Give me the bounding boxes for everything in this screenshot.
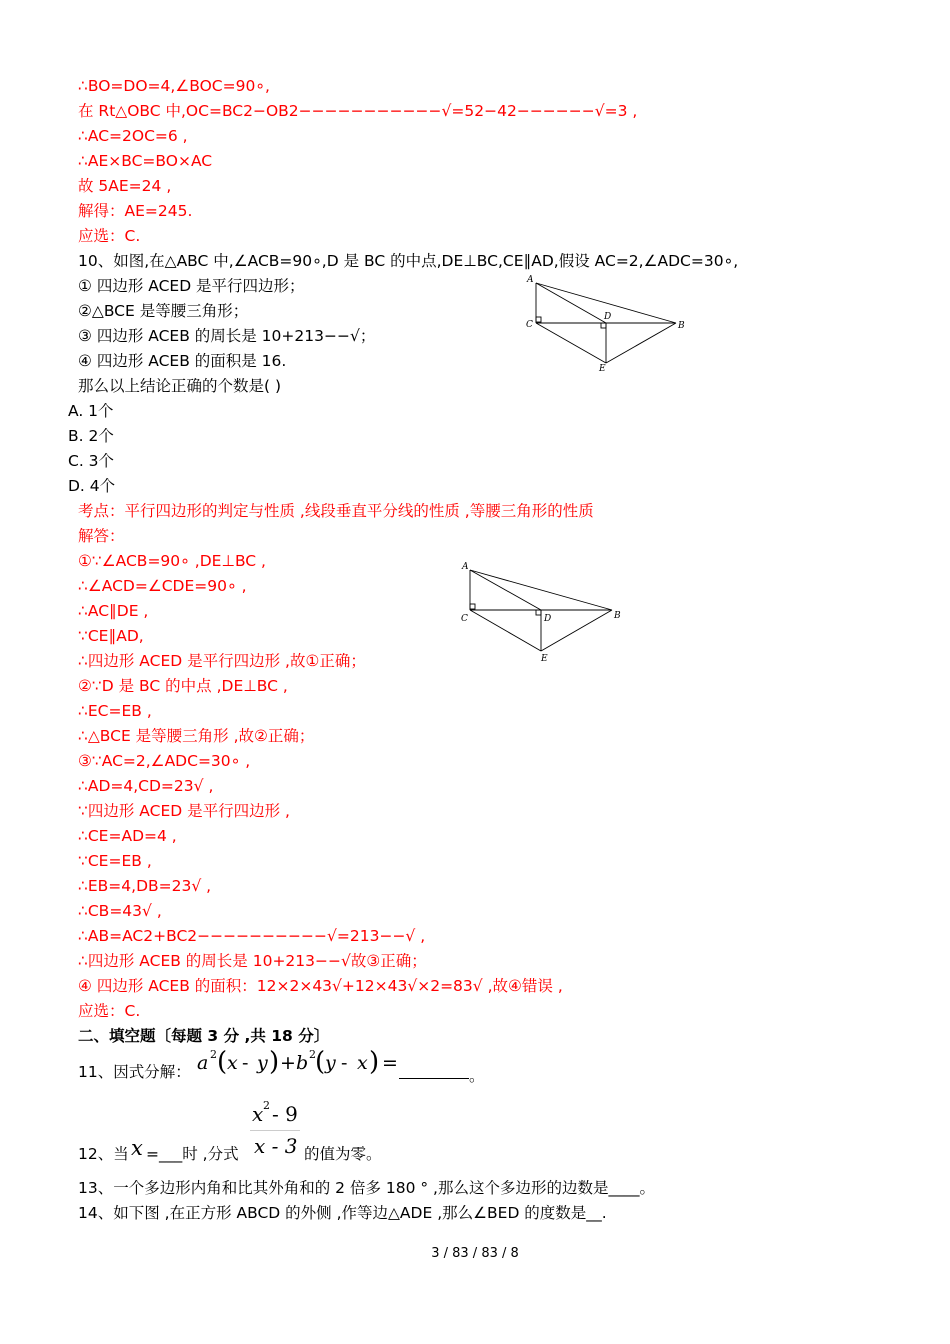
fig2-label-a: A <box>462 562 469 572</box>
q12-numerator-rest: - 9 <box>272 1102 298 1126</box>
fig2-label-e: E <box>541 654 548 664</box>
q11-minus-2: - <box>341 1052 348 1074</box>
q11-suffix: 。 <box>469 1067 485 1085</box>
q10-question: 那么以上结论正确的个数是( ) <box>78 377 282 395</box>
fig2-segment-eb <box>541 610 612 651</box>
q13-text: 13、一个多边形内角和比其外角和的 2 倍多 180 ° ,那么这个多边形的边数是____。 <box>78 1179 655 1197</box>
q12-numerator-exp: 2 <box>263 1099 270 1112</box>
q11-exp-1: 2 <box>210 1048 217 1061</box>
q10-option-d: D. 4个 <box>68 477 116 495</box>
sol9-line-6: 解得：AE=245. <box>78 202 193 220</box>
q11-paren-close-1: ) <box>269 1047 280 1077</box>
q11-var-b: b <box>296 1052 309 1074</box>
q12-middle: =___时 ,分式 <box>146 1145 239 1163</box>
q11-var-a: a <box>197 1052 209 1074</box>
q12-suffix: 的值为零。 <box>304 1145 382 1163</box>
sol10-line-10: ∴AD=4,CD=23√ , <box>78 777 214 795</box>
q10-option-c: C. 3个 <box>68 452 115 470</box>
sol10-answer: 应选：C. <box>78 1002 141 1020</box>
sol9-line-1: ∴BO=DO=4,∠BOC=90∘, <box>78 77 270 95</box>
fig2-segment-ad <box>470 570 541 610</box>
sol10-line-15: ∴CB=43√ , <box>78 902 162 920</box>
sol10-line-16: ∴AB=AC2+BC2−−−−−−−−−−√=213−−√ , <box>78 927 426 945</box>
fig2-label-d: D <box>544 614 552 624</box>
sol10-answer-heading: 解答： <box>78 527 125 545</box>
sol9-answer: 应选：C. <box>78 227 141 245</box>
fig1-label-a: A <box>527 275 534 285</box>
q11-var-x1: x <box>227 1052 238 1074</box>
sol10-line-12: ∴CE=AD=4 , <box>78 827 177 845</box>
sol10-line-17: ∴四边形 ACEB 的周长是 10+213−−√故③正确； <box>78 952 427 970</box>
page-number: 3 / 83 / 83 / 8 <box>431 1246 519 1261</box>
fig2-segment-ce <box>470 610 541 651</box>
q10-statement-3: ③ 四边形 ACEB 的周长是 10+213−−√； <box>78 327 376 345</box>
fig1-label-b: B <box>678 321 685 331</box>
fig2-label-b: B <box>614 611 621 621</box>
sol10-figure <box>455 560 630 666</box>
fig1-segment-eb <box>606 323 676 363</box>
q12-variable-x: x <box>131 1136 143 1160</box>
q11-var-y2: y <box>325 1052 336 1074</box>
q11-paren-close-2: ) <box>369 1047 380 1077</box>
sol10-line-7: ∴EC=EB , <box>78 702 152 720</box>
q11-var-y1: y <box>257 1052 268 1074</box>
sol10-knowledge-points: 考点：平行四边形的判定与性质 ,线段垂直平分线的性质 ,等腰三角形的性质 <box>78 502 594 520</box>
sol9-line-5: 故 5AE=24 , <box>78 177 172 195</box>
sol10-line-1: ①∵∠ACB=90∘ ,DE⊥BC , <box>78 552 266 570</box>
sol10-line-18: ④ 四边形 ACEB 的面积：12×2×43√+12×43√×2=83√ ,故④错误 , <box>78 977 563 995</box>
sol10-line-8: ∴△BCE 是等腰三角形 ,故②正确； <box>78 727 315 745</box>
sol10-line-9: ③∵AC=2,∠ADC=30∘ , <box>78 752 251 770</box>
q11-minus-1: - <box>242 1052 249 1074</box>
sol10-line-2: ∴∠ACD=∠CDE=90∘ , <box>78 577 247 595</box>
q10-option-a: A. 1个 <box>68 402 114 420</box>
fig1-right-angle-c <box>536 317 541 322</box>
sol10-line-14: ∴EB=4,DB=23√ , <box>78 877 212 895</box>
fig1-segment-ce <box>536 323 606 363</box>
q12-prefix: 12、当 <box>78 1145 129 1163</box>
sol9-line-4: ∴AE×BC=BO×AC <box>78 152 213 170</box>
fig2-right-angle-d <box>536 610 541 615</box>
q14-text: 14、如下图 ,在正方形 ABCD 的外侧 ,作等边△ADE ,那么∠BED 的度数是__. <box>78 1204 607 1222</box>
q10-statement-4: ④ 四边形 ACEB 的面积是 16. <box>78 352 287 370</box>
fig1-label-e: E <box>599 364 606 374</box>
fig1-segment-ad <box>536 283 606 323</box>
fig2-segment-ab <box>470 570 612 610</box>
q12-fraction-bar <box>250 1130 300 1131</box>
q11-plus: + <box>280 1052 296 1074</box>
q10-figure <box>520 272 690 376</box>
sol10-line-11: ∵四边形 ACED 是平行四边形 , <box>78 802 290 820</box>
q11-var-x2: x <box>357 1052 368 1074</box>
q10-statement-1: ① 四边形 ACED 是平行四边形； <box>78 277 305 295</box>
q10-option-b: B. 2个 <box>68 427 114 445</box>
fig2-label-c: C <box>461 614 468 624</box>
q10-stem: 10、如图,在△ABC 中,∠ACB=90∘,D 是 BC 的中点,DE⊥BC,CE∥AD,假设 AC=2,∠ADC=30∘, <box>78 252 739 270</box>
q11-paren-open-2: ( <box>315 1047 326 1077</box>
q11-equals: = <box>382 1052 398 1074</box>
section2-title: 二、填空题〔每题 3 分 ,共 18 分〕 <box>78 1027 330 1045</box>
sol10-line-4: ∵CE∥AD, <box>78 627 144 645</box>
sol9-line-3: ∴AC=2OC=6 , <box>78 127 188 145</box>
q11-answer-blank[interactable] <box>399 1062 469 1079</box>
sol10-line-13: ∵CE=EB , <box>78 852 152 870</box>
q11-exp-2: 2 <box>309 1048 316 1061</box>
sol10-line-3: ∴AC∥DE , <box>78 602 149 620</box>
fig1-label-c: C <box>526 320 533 330</box>
q10-statement-2: ②△BCE 是等腰三角形； <box>78 302 249 320</box>
sol10-line-5: ∴四边形 ACED 是平行四边形 ,故①正确； <box>78 652 366 670</box>
q12-numerator-x: x <box>252 1102 264 1126</box>
q11-prefix: 11、因式分解： <box>78 1063 191 1081</box>
q11-paren-open-1: ( <box>217 1047 228 1077</box>
sol10-line-6: ②∵D 是 BC 的中点 ,DE⊥BC , <box>78 677 288 695</box>
q12-denominator: x - 3 <box>254 1134 298 1158</box>
fig1-label-d: D <box>604 312 612 322</box>
sol9-line-2: 在 Rt△OBC 中,OC=BC2−OB2−−−−−−−−−−−√=52−42−−−−−−√=3 , <box>78 102 638 120</box>
q12-fraction <box>250 1098 302 1162</box>
fig1-right-angle-d <box>601 323 606 328</box>
fig2-right-angle-c <box>470 604 475 609</box>
